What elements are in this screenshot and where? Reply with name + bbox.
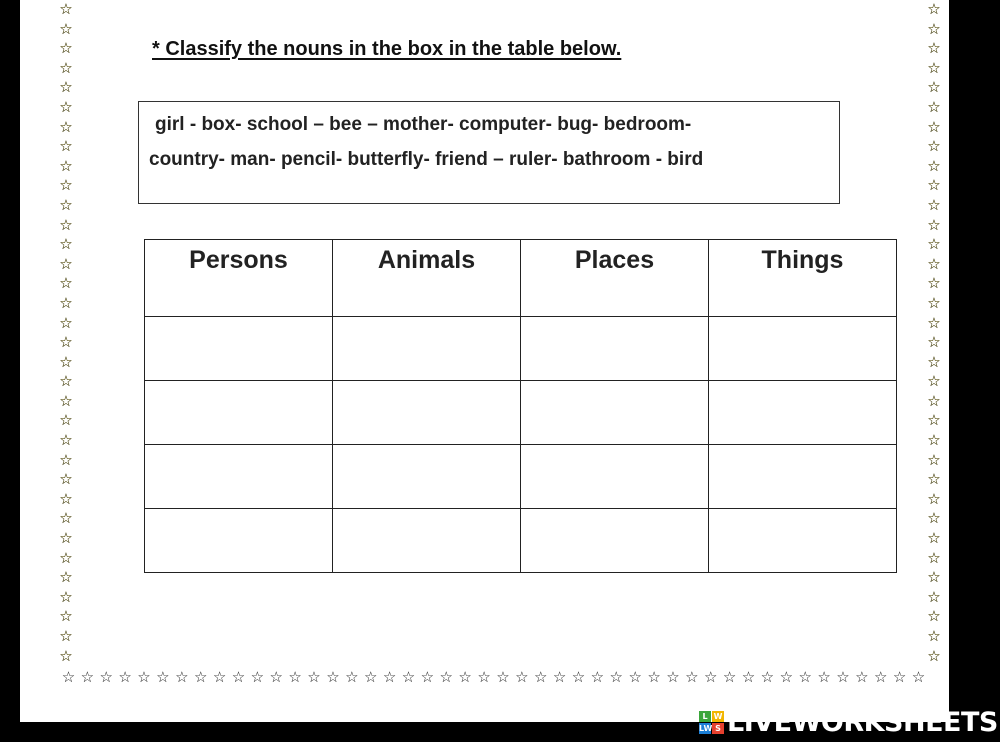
- star-icon: ☆: [439, 668, 453, 686]
- star-icon: ☆: [927, 39, 941, 58]
- star-icon: ☆: [156, 668, 170, 686]
- table-header-row: [145, 240, 897, 317]
- star-icon: ☆: [59, 470, 73, 489]
- answer-cell-places[interactable]: [521, 445, 709, 509]
- star-icon: ☆: [927, 293, 941, 312]
- star-icon: ☆: [363, 668, 378, 686]
- star-icon: ☆: [927, 450, 941, 469]
- word-list-line-1: girl - box- school – bee – mother- computer- bug- bedroom-: [155, 114, 692, 135]
- star-icon: ☆: [760, 668, 775, 686]
- star-icon: ☆: [927, 470, 941, 489]
- star-icon: ☆: [927, 78, 941, 97]
- word-box: [138, 101, 840, 204]
- star-icon: ☆: [927, 137, 941, 156]
- answer-cell-persons[interactable]: [145, 509, 333, 573]
- right-star-border: [924, 0, 944, 666]
- header-persons: Persons: [145, 240, 333, 317]
- star-icon: ☆: [59, 97, 73, 116]
- star-icon: ☆: [59, 411, 73, 430]
- star-icon: ☆: [685, 668, 699, 686]
- answer-cell-animals[interactable]: [333, 509, 521, 573]
- star-icon: ☆: [59, 39, 73, 58]
- star-icon: ☆: [927, 156, 941, 175]
- star-icon: ☆: [59, 431, 73, 450]
- star-icon: ☆: [59, 215, 73, 234]
- star-icon: ☆: [927, 0, 941, 18]
- star-icon: ☆: [911, 668, 926, 686]
- star-icon: ☆: [59, 568, 73, 587]
- answer-cell-places[interactable]: [521, 381, 709, 445]
- star-icon: ☆: [927, 313, 941, 332]
- instruction-text: * Classify the nouns in the box in the table below.: [152, 38, 622, 60]
- star-icon: ☆: [927, 548, 941, 567]
- star-icon: ☆: [345, 668, 359, 686]
- answer-cell-persons[interactable]: [145, 381, 333, 445]
- star-icon: ☆: [59, 627, 73, 645]
- star-icon: ☆: [59, 274, 73, 293]
- star-icon: ☆: [59, 489, 73, 508]
- star-icon: ☆: [175, 668, 189, 686]
- answer-cell-animals[interactable]: [333, 445, 521, 509]
- star-icon: ☆: [59, 450, 73, 469]
- star-icon: ☆: [927, 274, 941, 293]
- star-icon: ☆: [269, 668, 283, 686]
- star-icon: ☆: [59, 117, 73, 136]
- star-icon: ☆: [59, 293, 73, 312]
- star-icon: ☆: [59, 19, 73, 38]
- star-icon: ☆: [927, 587, 941, 606]
- table-row: [145, 381, 897, 445]
- star-icon: ☆: [59, 313, 73, 332]
- star-icon: ☆: [817, 668, 831, 686]
- star-icon: ☆: [59, 176, 73, 195]
- star-icon: ☆: [59, 646, 73, 665]
- star-icon: ☆: [420, 668, 435, 686]
- liveworksheets-logo: [699, 707, 998, 738]
- logo-tile: W: [713, 712, 723, 721]
- star-icon: ☆: [250, 668, 265, 686]
- star-icon: ☆: [741, 668, 756, 686]
- answer-cell-animals[interactable]: [333, 317, 521, 381]
- table-row: [145, 445, 897, 509]
- table-row: [145, 509, 897, 573]
- star-icon: ☆: [647, 668, 661, 686]
- star-icon: ☆: [666, 668, 680, 686]
- star-icon: ☆: [571, 668, 586, 686]
- star-icon: ☆: [892, 668, 907, 686]
- answer-cell-things[interactable]: [709, 509, 897, 573]
- star-icon: ☆: [927, 352, 941, 371]
- star-icon: ☆: [59, 391, 73, 410]
- star-icon: ☆: [59, 372, 73, 391]
- star-icon: ☆: [59, 195, 73, 214]
- answer-cell-things[interactable]: [709, 381, 897, 445]
- logo-tile: L: [699, 711, 711, 722]
- star-icon: ☆: [458, 668, 472, 686]
- star-icon: ☆: [927, 117, 941, 136]
- star-icon: ☆: [533, 668, 548, 686]
- answer-cell-persons[interactable]: [145, 317, 333, 381]
- logo-tile: LW: [699, 724, 713, 733]
- answer-cell-persons[interactable]: [145, 445, 333, 509]
- star-icon: ☆: [927, 607, 941, 626]
- star-icon: ☆: [326, 668, 340, 686]
- star-icon: ☆: [779, 668, 794, 686]
- star-icon: ☆: [927, 411, 941, 430]
- answer-cell-places[interactable]: [521, 317, 709, 381]
- star-icon: ☆: [212, 668, 227, 686]
- star-icon: ☆: [231, 668, 246, 686]
- star-icon: ☆: [59, 137, 73, 156]
- star-icon: ☆: [927, 97, 941, 116]
- star-icon: ☆: [927, 176, 941, 195]
- star-icon: ☆: [59, 352, 73, 371]
- answer-cell-animals[interactable]: [333, 381, 521, 445]
- star-icon: ☆: [927, 254, 941, 273]
- star-icon: ☆: [59, 529, 73, 548]
- star-icon: ☆: [59, 235, 73, 254]
- left-star-border: [56, 0, 76, 666]
- word-list-line-2: country- man- pencil- butterfly- friend – ruler- bathroom - bird: [149, 149, 704, 170]
- star-icon: ☆: [401, 668, 416, 686]
- star-icon: ☆: [552, 668, 567, 686]
- star-icon: ☆: [59, 333, 73, 352]
- star-icon: ☆: [118, 668, 132, 686]
- header-animals: Animals: [333, 240, 521, 317]
- star-icon: ☆: [874, 668, 888, 686]
- star-icon: ☆: [59, 78, 73, 97]
- star-icon: ☆: [137, 668, 151, 686]
- brand-name: LIVEWORKSHEETS: [727, 707, 998, 738]
- star-icon: ☆: [59, 0, 73, 18]
- star-icon: ☆: [477, 668, 491, 686]
- star-icon: ☆: [927, 391, 941, 410]
- bottom-star-border: [59, 667, 928, 687]
- logo-tile: S: [712, 723, 724, 734]
- star-icon: ☆: [59, 587, 73, 606]
- star-icon: ☆: [927, 489, 941, 508]
- star-icon: ☆: [307, 668, 321, 686]
- star-icon: ☆: [927, 509, 941, 528]
- star-icon: ☆: [59, 548, 73, 567]
- star-icon: ☆: [59, 156, 73, 175]
- star-icon: ☆: [836, 668, 850, 686]
- star-icon: ☆: [704, 668, 718, 686]
- star-icon: ☆: [927, 568, 941, 587]
- star-icon: ☆: [59, 58, 73, 77]
- star-icon: ☆: [927, 58, 941, 77]
- star-icon: ☆: [80, 668, 95, 686]
- classification-table: [144, 239, 897, 573]
- star-icon: ☆: [193, 668, 208, 686]
- worksheet-page: [20, 0, 949, 722]
- star-icon: ☆: [798, 668, 812, 686]
- answer-cell-places[interactable]: [521, 509, 709, 573]
- star-icon: ☆: [855, 668, 869, 686]
- star-icon: ☆: [628, 668, 642, 686]
- star-icon: ☆: [927, 195, 941, 214]
- star-icon: ☆: [927, 215, 941, 234]
- star-icon: ☆: [609, 668, 623, 686]
- star-icon: ☆: [59, 509, 73, 528]
- answer-cell-things[interactable]: [709, 445, 897, 509]
- answer-cell-things[interactable]: [709, 317, 897, 381]
- star-icon: ☆: [722, 668, 737, 686]
- star-icon: ☆: [927, 333, 941, 352]
- header-places: Places: [521, 240, 709, 317]
- star-icon: ☆: [927, 627, 941, 645]
- star-icon: ☆: [61, 668, 76, 686]
- star-icon: ☆: [927, 529, 941, 548]
- star-icon: ☆: [927, 431, 941, 450]
- star-icon: ☆: [382, 668, 397, 686]
- star-icon: ☆: [99, 668, 113, 686]
- star-icon: ☆: [590, 668, 605, 686]
- star-icon: ☆: [927, 646, 941, 665]
- table-row: [145, 317, 897, 381]
- star-icon: ☆: [927, 19, 941, 38]
- star-icon: ☆: [496, 668, 510, 686]
- star-icon: ☆: [59, 607, 73, 626]
- header-things: Things: [709, 240, 897, 317]
- star-icon: ☆: [288, 668, 302, 686]
- star-icon: ☆: [515, 668, 529, 686]
- star-icon: ☆: [927, 235, 941, 254]
- star-icon: ☆: [927, 372, 941, 391]
- logo-mark-icon: [699, 711, 724, 734]
- star-icon: ☆: [59, 254, 73, 273]
